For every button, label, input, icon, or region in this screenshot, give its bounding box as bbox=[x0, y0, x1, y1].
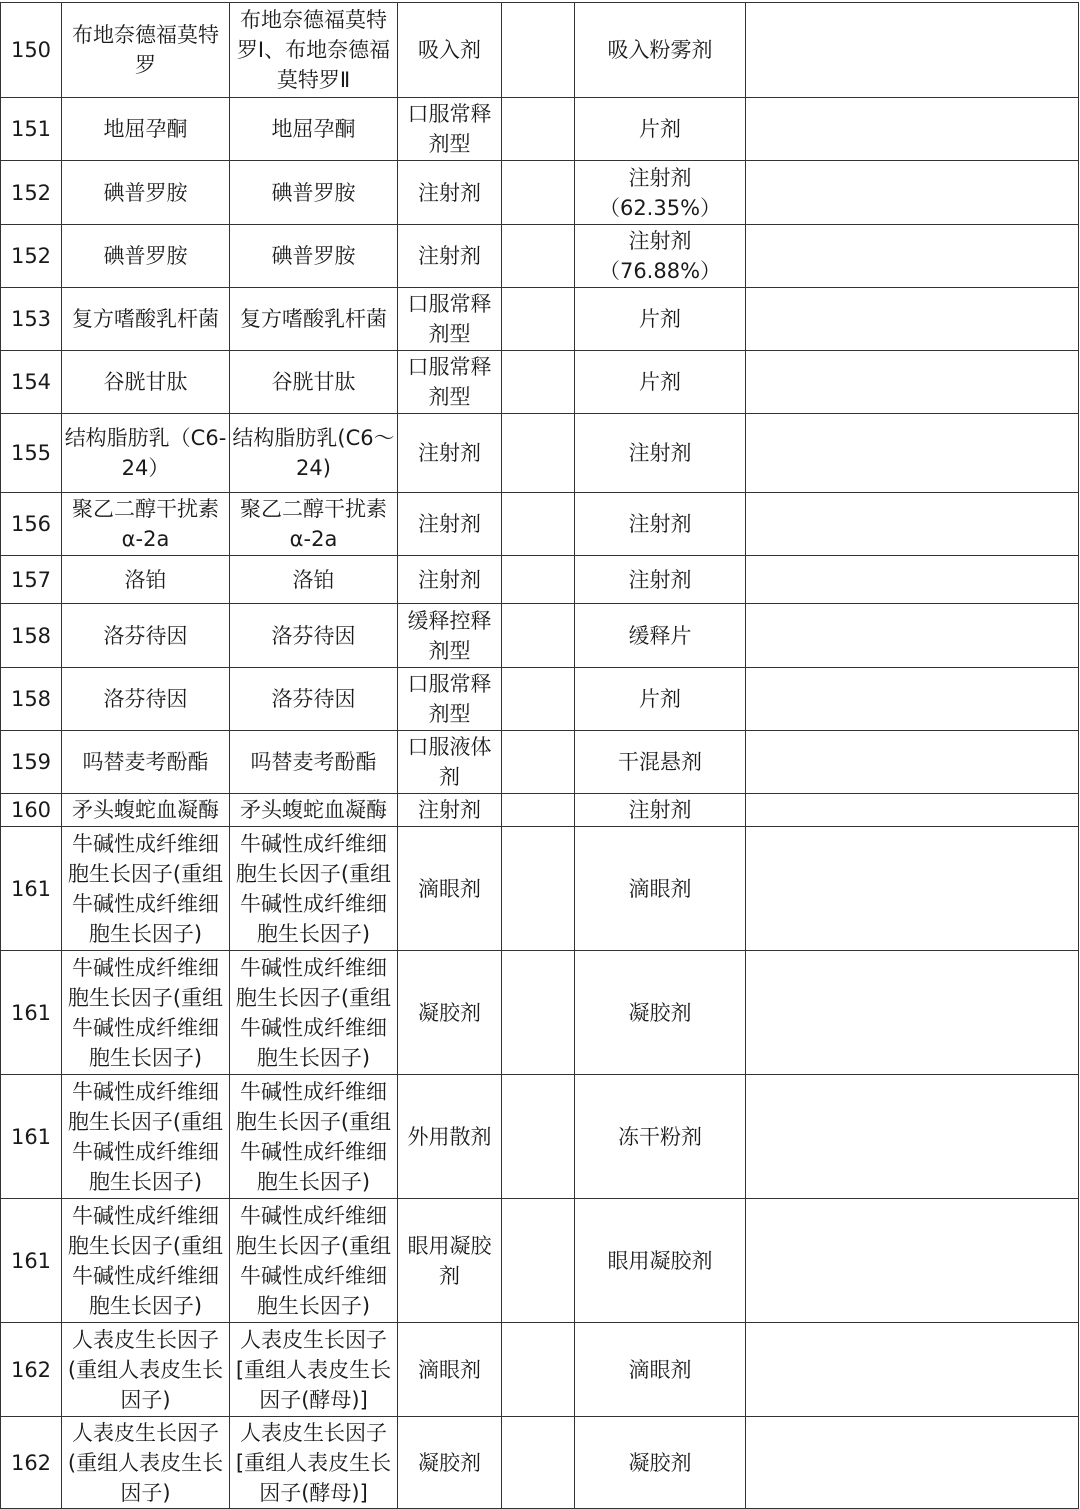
dosage-category: 口服常释剂型 bbox=[398, 351, 502, 414]
table-row bbox=[1, 604, 1079, 668]
table-row bbox=[1, 827, 1079, 951]
dosage-form: 冻干粉剂 bbox=[575, 1075, 746, 1199]
table-row bbox=[1, 1417, 1079, 1509]
drug-name: 结构脂肪乳（C6-24） bbox=[62, 414, 230, 493]
dosage-form: 片剂 bbox=[575, 351, 746, 414]
table-body bbox=[1, 3, 1079, 1509]
registered-name: 结构脂肪乳(C6～24) bbox=[230, 414, 398, 493]
dosage-form: 注射剂 bbox=[575, 493, 746, 556]
blank-cell bbox=[502, 556, 575, 604]
dosage-category: 口服常释剂型 bbox=[398, 98, 502, 161]
row-number: 158 bbox=[1, 668, 62, 731]
drug-name: 吗替麦考酚酯 bbox=[62, 731, 230, 794]
table-row bbox=[1, 731, 1079, 794]
drug-name: 人表皮生长因子(重组人表皮生长因子) bbox=[62, 1323, 230, 1417]
registered-name: 谷胱甘肽 bbox=[230, 351, 398, 414]
dosage-form: 注射剂 bbox=[575, 556, 746, 604]
blank-cell bbox=[502, 161, 575, 225]
dosage-form: 干混悬剂 bbox=[575, 731, 746, 794]
row-number: 162 bbox=[1, 1323, 62, 1417]
remarks-cell bbox=[746, 556, 1079, 604]
table-row bbox=[1, 225, 1079, 288]
row-number: 151 bbox=[1, 98, 62, 161]
drug-name: 地屈孕酮 bbox=[62, 98, 230, 161]
registered-name: 布地奈德福莫特罗Ⅰ、布地奈德福莫特罗Ⅱ bbox=[230, 3, 398, 98]
table-row bbox=[1, 161, 1079, 225]
drug-name: 碘普罗胺 bbox=[62, 161, 230, 225]
remarks-cell bbox=[746, 414, 1079, 493]
registered-name: 牛碱性成纤维细胞生长因子(重组牛碱性成纤维细胞生长因子) bbox=[230, 827, 398, 951]
blank-cell bbox=[502, 351, 575, 414]
blank-cell bbox=[502, 951, 575, 1075]
row-number: 161 bbox=[1, 1075, 62, 1199]
row-number: 156 bbox=[1, 493, 62, 556]
table-row bbox=[1, 493, 1079, 556]
registered-name: 吗替麦考酚酯 bbox=[230, 731, 398, 794]
registered-name: 牛碱性成纤维细胞生长因子(重组牛碱性成纤维细胞生长因子) bbox=[230, 1075, 398, 1199]
blank-cell bbox=[502, 1323, 575, 1417]
registered-name: 地屈孕酮 bbox=[230, 98, 398, 161]
table-row bbox=[1, 98, 1079, 161]
dosage-form: 注射剂（76.88%） bbox=[575, 225, 746, 288]
registered-name: 洛芬待因 bbox=[230, 604, 398, 668]
dosage-category: 缓释控释剂型 bbox=[398, 604, 502, 668]
remarks-cell bbox=[746, 3, 1079, 98]
blank-cell bbox=[502, 668, 575, 731]
blank-cell bbox=[502, 827, 575, 951]
drug-name: 复方嗜酸乳杆菌 bbox=[62, 288, 230, 351]
dosage-form: 凝胶剂 bbox=[575, 1417, 746, 1509]
dosage-category: 注射剂 bbox=[398, 414, 502, 493]
table-row bbox=[1, 951, 1079, 1075]
remarks-cell bbox=[746, 827, 1079, 951]
drug-name: 洛芬待因 bbox=[62, 604, 230, 668]
dosage-form: 眼用凝胶剂 bbox=[575, 1199, 746, 1323]
dosage-category: 注射剂 bbox=[398, 225, 502, 288]
row-number: 154 bbox=[1, 351, 62, 414]
row-number: 162 bbox=[1, 1417, 62, 1509]
dosage-form: 滴眼剂 bbox=[575, 1323, 746, 1417]
dosage-category: 口服液体剂 bbox=[398, 731, 502, 794]
registered-name: 聚乙二醇干扰素α-2a bbox=[230, 493, 398, 556]
remarks-cell bbox=[746, 668, 1079, 731]
table-row bbox=[1, 414, 1079, 493]
dosage-category: 吸入剂 bbox=[398, 3, 502, 98]
registered-name: 矛头蝮蛇血凝酶 bbox=[230, 794, 398, 827]
dosage-form: 凝胶剂 bbox=[575, 951, 746, 1075]
row-number: 150 bbox=[1, 3, 62, 98]
remarks-cell bbox=[746, 225, 1079, 288]
drug-name: 谷胱甘肽 bbox=[62, 351, 230, 414]
dosage-category: 凝胶剂 bbox=[398, 951, 502, 1075]
remarks-cell bbox=[746, 1323, 1079, 1417]
table-row bbox=[1, 1323, 1079, 1417]
registered-name: 人表皮生长因子[重组人表皮生长因子(酵母)] bbox=[230, 1323, 398, 1417]
dosage-category: 注射剂 bbox=[398, 161, 502, 225]
remarks-cell bbox=[746, 951, 1079, 1075]
dosage-category: 口服常释剂型 bbox=[398, 668, 502, 731]
row-number: 155 bbox=[1, 414, 62, 493]
dosage-category: 注射剂 bbox=[398, 556, 502, 604]
dosage-form: 注射剂 bbox=[575, 794, 746, 827]
blank-cell bbox=[502, 414, 575, 493]
row-number: 161 bbox=[1, 951, 62, 1075]
row-number: 152 bbox=[1, 225, 62, 288]
dosage-category: 眼用凝胶剂 bbox=[398, 1199, 502, 1323]
blank-cell bbox=[502, 604, 575, 668]
row-number: 158 bbox=[1, 604, 62, 668]
blank-cell bbox=[502, 1199, 575, 1323]
blank-cell bbox=[502, 731, 575, 794]
registered-name: 复方嗜酸乳杆菌 bbox=[230, 288, 398, 351]
table-row bbox=[1, 3, 1079, 98]
dosage-category: 口服常释剂型 bbox=[398, 288, 502, 351]
remarks-cell bbox=[746, 98, 1079, 161]
row-number: 159 bbox=[1, 731, 62, 794]
remarks-cell bbox=[746, 731, 1079, 794]
blank-cell bbox=[502, 493, 575, 556]
table-row bbox=[1, 556, 1079, 604]
table-row bbox=[1, 668, 1079, 731]
dosage-category: 注射剂 bbox=[398, 493, 502, 556]
dosage-category: 凝胶剂 bbox=[398, 1417, 502, 1509]
registered-name: 牛碱性成纤维细胞生长因子(重组牛碱性成纤维细胞生长因子) bbox=[230, 951, 398, 1075]
drug-name: 碘普罗胺 bbox=[62, 225, 230, 288]
registered-name: 人表皮生长因子[重组人表皮生长因子(酵母)] bbox=[230, 1417, 398, 1509]
remarks-cell bbox=[746, 288, 1079, 351]
remarks-cell bbox=[746, 1417, 1079, 1509]
drug-name: 聚乙二醇干扰素α-2a bbox=[62, 493, 230, 556]
drug-name: 牛碱性成纤维细胞生长因子(重组牛碱性成纤维细胞生长因子) bbox=[62, 827, 230, 951]
remarks-cell bbox=[746, 493, 1079, 556]
registered-name: 牛碱性成纤维细胞生长因子(重组牛碱性成纤维细胞生长因子) bbox=[230, 1199, 398, 1323]
remarks-cell bbox=[746, 351, 1079, 414]
row-number: 161 bbox=[1, 1199, 62, 1323]
remarks-cell bbox=[746, 604, 1079, 668]
dosage-form: 缓释片 bbox=[575, 604, 746, 668]
drug-name: 人表皮生长因子(重组人表皮生长因子) bbox=[62, 1417, 230, 1509]
remarks-cell bbox=[746, 1199, 1079, 1323]
blank-cell bbox=[502, 225, 575, 288]
remarks-cell bbox=[746, 1075, 1079, 1199]
row-number: 152 bbox=[1, 161, 62, 225]
dosage-category: 注射剂 bbox=[398, 794, 502, 827]
dosage-category: 外用散剂 bbox=[398, 1075, 502, 1199]
blank-cell bbox=[502, 288, 575, 351]
drug-name: 洛芬待因 bbox=[62, 668, 230, 731]
blank-cell bbox=[502, 3, 575, 98]
table-row bbox=[1, 351, 1079, 414]
registered-name: 碘普罗胺 bbox=[230, 225, 398, 288]
drug-name: 牛碱性成纤维细胞生长因子(重组牛碱性成纤维细胞生长因子) bbox=[62, 951, 230, 1075]
table-row bbox=[1, 288, 1079, 351]
dosage-category: 滴眼剂 bbox=[398, 1323, 502, 1417]
drug-table bbox=[0, 2, 1079, 1509]
drug-name: 牛碱性成纤维细胞生长因子(重组牛碱性成纤维细胞生长因子) bbox=[62, 1199, 230, 1323]
drug-name: 布地奈德福莫特罗 bbox=[62, 3, 230, 98]
remarks-cell bbox=[746, 794, 1079, 827]
blank-cell bbox=[502, 1417, 575, 1509]
table-row bbox=[1, 1075, 1079, 1199]
blank-cell bbox=[502, 794, 575, 827]
drug-name: 牛碱性成纤维细胞生长因子(重组牛碱性成纤维细胞生长因子) bbox=[62, 1075, 230, 1199]
table-row bbox=[1, 794, 1079, 827]
blank-cell bbox=[502, 98, 575, 161]
row-number: 161 bbox=[1, 827, 62, 951]
drug-name: 洛铂 bbox=[62, 556, 230, 604]
registered-name: 碘普罗胺 bbox=[230, 161, 398, 225]
registered-name: 洛铂 bbox=[230, 556, 398, 604]
dosage-form: 片剂 bbox=[575, 98, 746, 161]
row-number: 157 bbox=[1, 556, 62, 604]
row-number: 153 bbox=[1, 288, 62, 351]
dosage-form: 片剂 bbox=[575, 288, 746, 351]
remarks-cell bbox=[746, 161, 1079, 225]
dosage-form: 注射剂 bbox=[575, 414, 746, 493]
dosage-form: 吸入粉雾剂 bbox=[575, 3, 746, 98]
table-row bbox=[1, 1199, 1079, 1323]
dosage-form: 滴眼剂 bbox=[575, 827, 746, 951]
dosage-category: 滴眼剂 bbox=[398, 827, 502, 951]
blank-cell bbox=[502, 1075, 575, 1199]
dosage-form: 片剂 bbox=[575, 668, 746, 731]
row-number: 160 bbox=[1, 794, 62, 827]
registered-name: 洛芬待因 bbox=[230, 668, 398, 731]
drug-name: 矛头蝮蛇血凝酶 bbox=[62, 794, 230, 827]
dosage-form: 注射剂（62.35%） bbox=[575, 161, 746, 225]
